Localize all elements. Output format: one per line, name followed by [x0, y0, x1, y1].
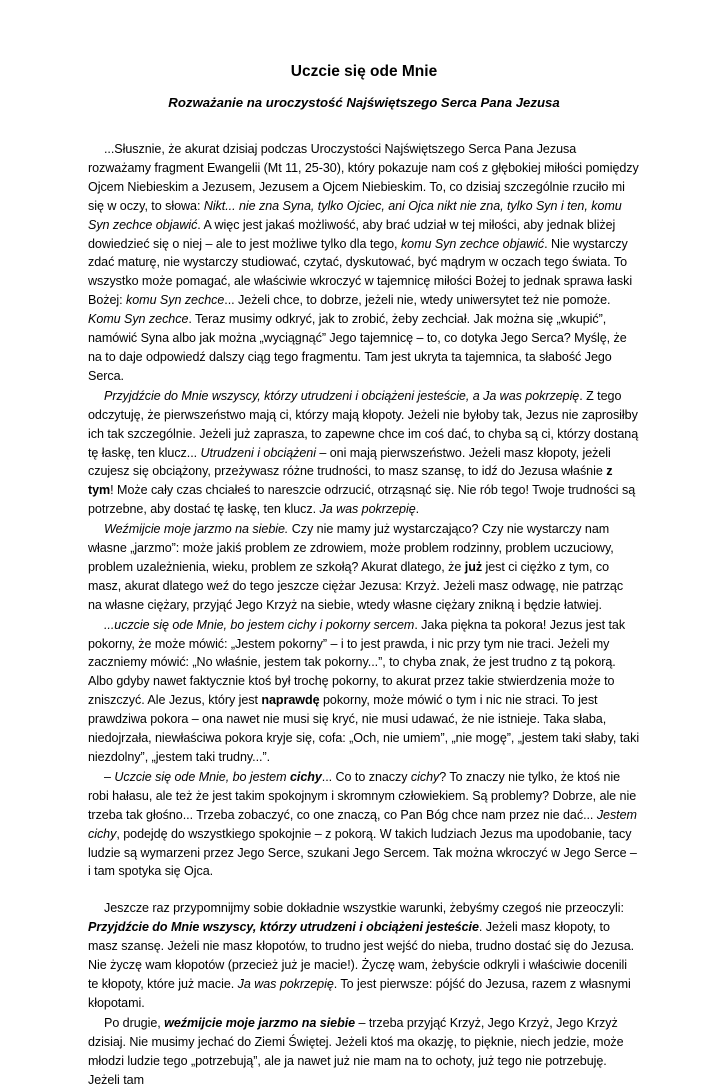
- document-subtitle: Rozważanie na uroczystość Najświętszego Serca Pana Jezusa: [168, 95, 560, 110]
- text-run: ... Co to znaczy: [321, 769, 411, 784]
- paragraph: [88, 616, 640, 767]
- text-run: – oni mają pierwszeństwo. Jeżeli masz kłopoty, jeżeli czujesz się obciążony, przeżywasz różne trudności, to masz szansę, to idź do Jezusa właśnie: [88, 445, 611, 479]
- paragraph: [88, 1014, 640, 1089]
- bold-text: naprawdę: [261, 693, 320, 708]
- italic-text: Ja was pokrzepię: [237, 976, 334, 991]
- bold-italic-text: Przyjdźcie do Mnie wszyscy, którzy utrudzeni i obciążeni jesteście: [88, 920, 479, 935]
- italic-text: cichy: [410, 769, 440, 784]
- text-run: Po drugie,: [104, 1015, 165, 1030]
- text-run: . Teraz musimy odkryć, jak to zrobić, żeby zechciał. Jak można się „wkupić”, namówić Syna albo jak można „wyciągnąć” Jego tajemnicę – to, co dotyka Jego Serca? Myślę, że na to daje odpowiedź dalszy ciąg tego fragmentu. Tam jest ukryta ta tajemnica, ta słabość Jego Serca.: [88, 312, 627, 383]
- italic-text: Utrudzeni i obciążeni: [200, 445, 316, 460]
- text-run: . Nie wystarczy zdać maturę, nie wystarczy studiować, czytać, dyskutować, być mądrym w oczach tego świata. To wszystko może pomagać, ale właściwie wkroczyć w tajemnicę miłości Bożej to jednak sprawa łaski Bożej:: [88, 236, 633, 308]
- text-run: . Z tego odczytuję, że pierwszeństwo mają ci, którzy mają kłopoty. Jeżeli nie byłoby tak, Jezus nie zaprosiłby ich tak szczególnie. Jeżeli już zaprasza, to zapewne chce im coś dać, to chyba są ci, którzy dostaną tę łaskę, ten klucz...: [88, 388, 639, 460]
- italic-text: Ja was pokrzepię: [319, 502, 416, 517]
- italic-text: Uczcie się ode Mnie, bo jestem: [114, 769, 290, 784]
- italic-text: komu Syn zechce: [126, 293, 225, 308]
- document-body: [88, 140, 640, 1089]
- italic-text: Nikt... nie zna Syna, tylko Ojciec, ani Ojca nikt nie zna, tylko Syn i ten, komu Syn zechce objawić: [88, 198, 622, 232]
- italic-text: Jestem cichy: [88, 807, 637, 841]
- italic-text: Weźmijcie moje jarzmo na siebie.: [104, 522, 289, 537]
- text-run: pokorny, może mówić o tym i nic nie straci. To jest prawdziwa pokora – ona nawet nie musi się kryć, nie musi udawać, że nie istnieje. Taka słaba, niedojrzała, niewłaściwa pokora kryje się, cofa: „Och, nie umiem”, „nie mogę”, „jestem taki słaby, taki niezdolny”, „jestem taki trudny...”.: [88, 693, 640, 764]
- paragraph: [88, 140, 640, 386]
- text-run: jest ci ciężko z tym, co masz, akurat dlatego weź do tego jeszcze ciężar Jezusa: Krzyż. Jeżeli masz odwagę, nie patrząc na własne ciężary, przyjąć Jego Krzyż na siebie, wtedy własne ciężary znikną i będzie łatwiej.: [88, 559, 624, 612]
- document-title: Uczcie się ode Mnie: [290, 63, 438, 80]
- italic-text: komu Syn zechce objawić: [400, 236, 545, 251]
- italic-text: Przyjdźcie do Mnie wszyscy, którzy utrudzeni i obciążeni jesteście, a Ja was pokrzepię: [104, 388, 580, 403]
- text-run: –: [104, 769, 115, 784]
- text-run: . Jeżeli masz kłopoty, to masz szansę. Jeżeli nie masz kłopotów, to trudno jest wejść do nieba, trudno dostać się do Jezusa. Nie życzę wam kłopotów (przecież już je macie!). Życzę wam, żebyście odkryli i właściwie docenili te kłopoty, które już macie.: [88, 920, 635, 991]
- paragraph: [88, 520, 640, 615]
- text-run: Czy nie mamy już wystarczająco? Czy nie wystarczy nam własne „jarzmo”: może jakiś problem ze zdrowiem, może problem rodzinny, problem uczuciowy, problem uzależnienia, wieku, problem ze szkołą? Akurat dlatego, że: [88, 522, 614, 574]
- bold-text: z tym: [88, 464, 613, 498]
- italic-text: Komu Syn zechce: [88, 312, 189, 327]
- bold-italic-text: cichy: [289, 769, 322, 784]
- italic-text: ...uczcie się ode Mnie, bo jestem cichy i pokorny sercem: [104, 617, 415, 632]
- text-run: ... Jeżeli chce, to dobrze, jeżeli nie, wtedy uniwersytet też nie pomoże.: [224, 293, 611, 308]
- bold-text: już: [464, 559, 483, 574]
- bold-italic-text: weźmijcie moje jarzmo na siebie: [164, 1015, 356, 1030]
- text-run: , podejdę do wszystkiego spokojnie – z pokorą. W takich ludziach Jezus ma upodobanie, tacy ludzie są wymarzeni przez Jego Serce, szukani Jego Sercem. Tak można wkroczyć w Jego Serce – i tam spotyka się Ojca.: [88, 826, 637, 879]
- text-run: – trzeba przyjąć Krzyż, Jego Krzyż, Jego Krzyż dzisiaj. Nie musimy jechać do Ziemi Świętej. Jeżeli ktoś ma okazję, to pięknie, niech jedzie, może młodzi ludzie tego „potrzebują”, ale ja nawet już nie mam na to ochoty, już tego nie potrzebuję. Jeżeli tam: [88, 1015, 624, 1087]
- text-run: ...Słusznie, że akurat dzisiaj podczas Uroczystości Najświętszego Serca Pana Jezusa rozważamy fragment Ewangelii (Mt 11, 25-30), który pokazuje nam coś z głębokiej miłości pomiędzy Ojcem Niebieskim a Jezusem, Jezusem a Ojcem Niebieskim. To, co dzisiaj szczególnie rzuciło mi się w oczy, to słowa:: [88, 142, 639, 213]
- text-run: . To jest pierwsze: pójść do Jezusa, razem z własnymi kłopotami.: [88, 976, 631, 1010]
- paragraph: [88, 387, 640, 519]
- paragraph: [88, 768, 640, 881]
- text-run: ! Może cały czas chciałeś to nareszcie odrzucić, otrząsnąć się. Nie rób tego! Twoje trudności są potrzebne, aby dostać tę łaskę, ten klucz.: [88, 483, 636, 517]
- text-run: .: [415, 502, 420, 517]
- text-run: Jeszcze raz przypomnijmy sobie dokładnie wszystkie warunki, żebyśmy czegoś nie przeoczyli:: [104, 901, 624, 916]
- paragraph: [88, 899, 640, 1012]
- text-run: . A więc jest jakaś możliwość, aby brać udział w tej miłości, aby jednak bliżej dowiedzieć się o niej – ale to jest możliwe tylko dla tego,: [88, 217, 616, 251]
- text-run: . Jaka piękna ta pokora! Jezus jest tak pokorny, że może mówić: „Jestem pokorny” – i to jest prawda, i nic przy tym nie traci. Jeżeli my zaczniemy mówić: „No właśnie, jestem tak pokorny...”, to chyba znak, że jest trudno z tą pokorą. Albo gdyby nawet faktycznie ktoś był trochę pokorny, to akurat przez takie stwierdzenia może to zniszczyć. Ale Jezus, który jest: [88, 617, 626, 708]
- text-run: ? To znaczy nie tylko, że ktoś nie robi hałasu, ale też że jest takim spokojnym i skromnym człowiekiem. Są problemy? Dobrze, ale nie trzeba tak głośno... Trzeba zobaczyć, co one znaczą, co Pan Bóg chce nam przez nie dać...: [88, 769, 637, 822]
